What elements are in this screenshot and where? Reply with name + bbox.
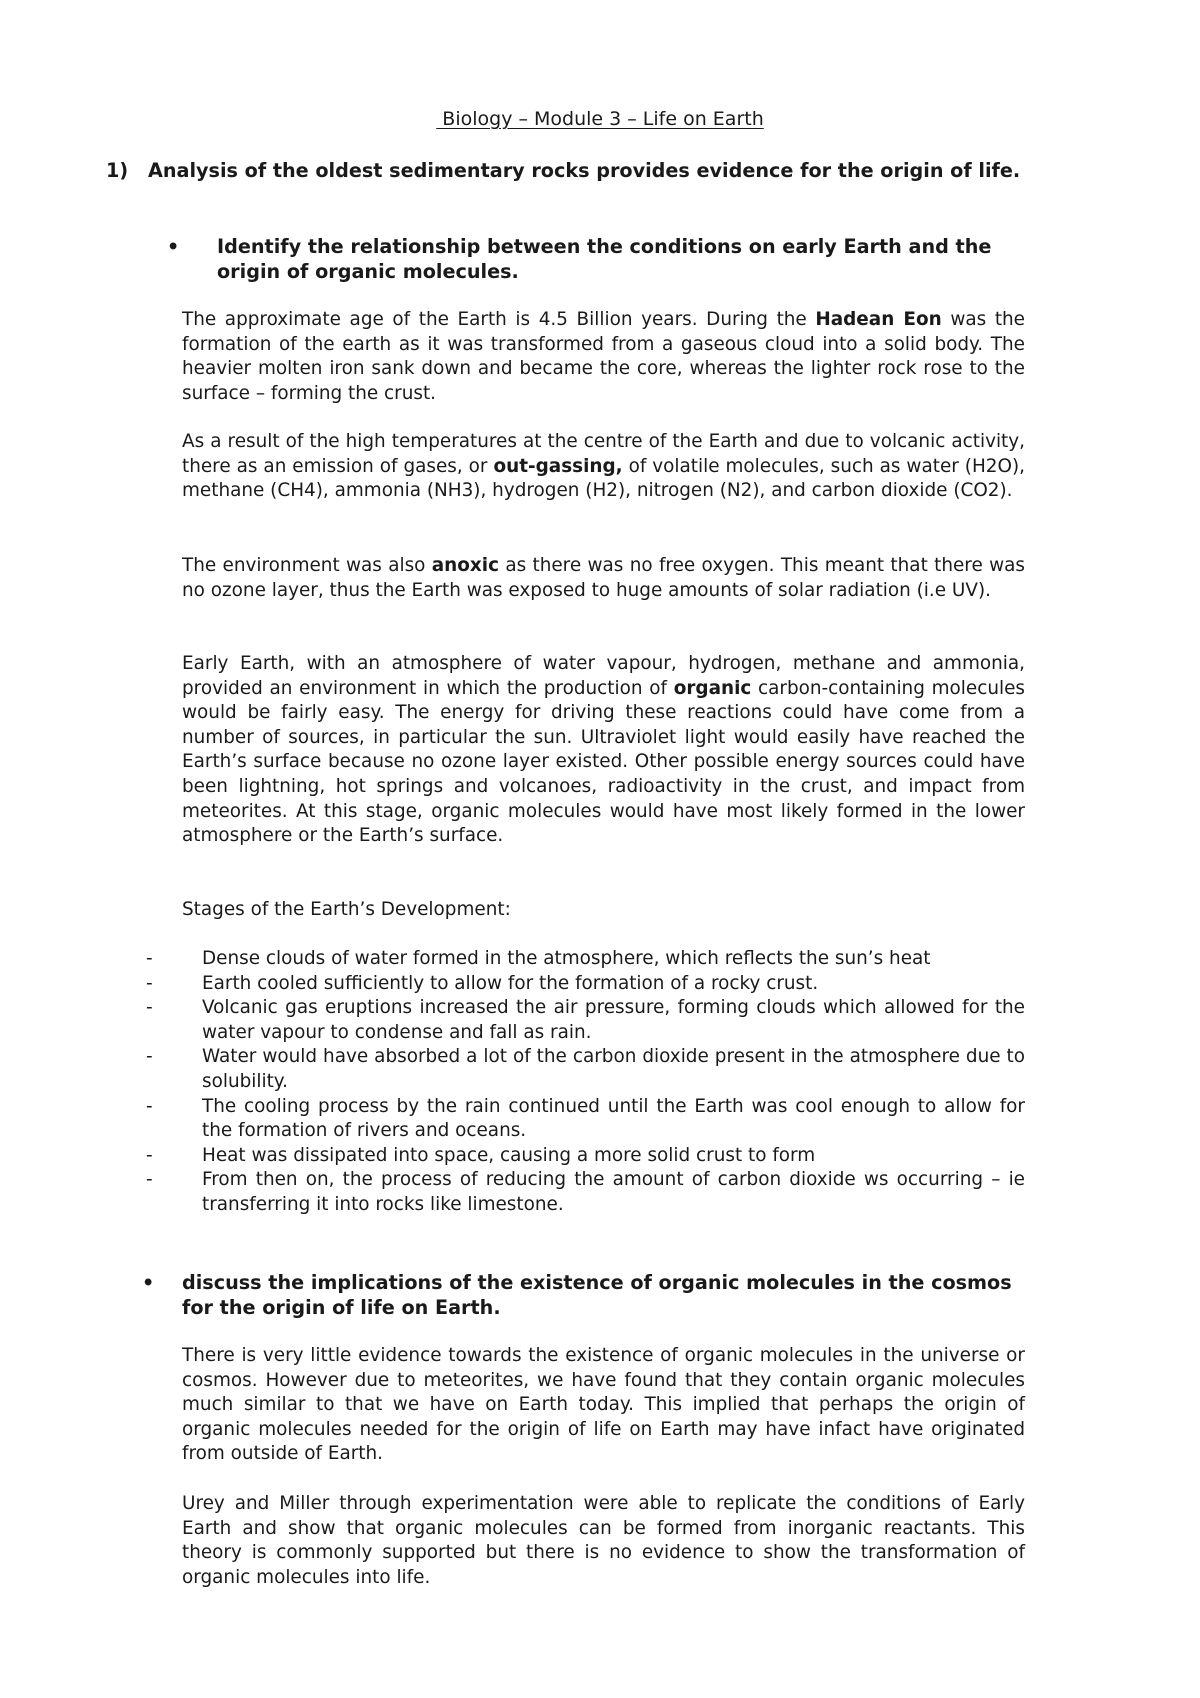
list-item	[146, 1095, 1025, 1144]
list-item-text: Dense clouds of water formed in the atmosphere, which reflects the sun’s heat	[202, 948, 931, 969]
bullet-icon: •	[167, 235, 180, 258]
dash-marker: -	[146, 997, 153, 1019]
section2-heading	[142, 1270, 1027, 1320]
stages-heading: Stages of the Earth’s Development:	[182, 899, 511, 920]
dash-marker: -	[146, 948, 153, 969]
list-item	[146, 1045, 1025, 1094]
list-item	[146, 972, 1025, 997]
section1-heading-text: Identify the relationship between the conditions on early Earth and the origin of organic molecules.	[217, 235, 992, 283]
bullet-icon: •	[142, 1271, 155, 1294]
list-item	[146, 996, 1025, 1045]
section1-paragraph-3	[182, 554, 1025, 603]
section1-paragraph-2	[182, 430, 1025, 504]
document-title: Biology – Module 3 – Life on Earth	[436, 108, 764, 130]
list-item-text: Heat was dissipated into space, causing a more solid crust to form	[202, 1144, 816, 1166]
text-run: As a result of the high temperatures at the centre of the Earth and due to volcanic activity, there as an emission of gases, or	[182, 431, 1025, 477]
section2-paragraph-2: Urey and Miller through experimentation were able to replicate the conditions of Early Earth and show that organic molecules can be formed from inorganic reactants. This theory is commonly supported but there is no evidence to show the transformation of organic molecules into life.	[182, 1493, 1025, 1588]
question-number: 1)	[106, 159, 129, 182]
text-run: The approximate age of the Earth is 4.5 Billion years. During the	[182, 309, 816, 330]
question-text: Analysis of the oldest sedimentary rocks provides evidence for the origin of life.	[148, 159, 1021, 182]
stages-list	[146, 947, 1025, 1218]
list-item-text: Earth cooled sufficiently to allow for the formation of a rocky crust.	[202, 972, 819, 994]
section1-heading	[167, 234, 1027, 284]
dash-marker: -	[146, 972, 153, 994]
list-item-text: Volcanic gas eruptions increased the air pressure, forming clouds which allowed for the water vapour to condense and fall as rain.	[202, 997, 1025, 1043]
list-item-text: Water would have absorbed a lot of the carbon dioxide present in the atmosphere due to solubility.	[202, 1046, 1025, 1092]
bold-term-out-gassing: out-gassing,	[493, 455, 623, 477]
list-item	[146, 1168, 1025, 1217]
list-item	[146, 1144, 1025, 1169]
section1-paragraph-1	[182, 308, 1025, 406]
bold-term-organic: organic	[673, 677, 752, 699]
question-1	[106, 158, 1028, 183]
bold-term-anoxic: anoxic	[431, 555, 499, 576]
dash-marker: -	[146, 1169, 153, 1191]
section1-paragraph-4	[182, 652, 1025, 849]
bold-term-hadean-eon: Hadean Eon	[815, 309, 942, 330]
text-run: Early Earth, with an atmosphere of water vapour, hydrogen, methane and ammonia, provided an environment in which the production of	[182, 653, 1025, 699]
section2-heading-text: discuss the implications of the existence of organic molecules in the cosmos for the origin of life on Earth.	[182, 1271, 1012, 1319]
section2-paragraph-1: There is very little evidence towards the existence of organic molecules in the universe or cosmos. However due to meteorites, we have found that they contain organic molecules much similar to that we have on Earth today. This implied that perhaps the origin of organic molecules needed for the origin of life on Earth may have infact have originated from outside of Earth.	[182, 1345, 1025, 1465]
list-item	[146, 947, 1025, 972]
list-item-text: From then on, the process of reducing the amount of carbon dioxide ws occurring – ie transferring it into rocks like limestone.	[202, 1169, 1025, 1215]
list-item-text: The cooling process by the rain continued until the Earth was cool enough to allow for the formation of rivers and oceans.	[202, 1095, 1025, 1142]
text-run: of volatile molecules, such as water (H2O), methane (CH4), ammonia (NH3), hydrogen (H2), nitrogen (N2), and carbon dioxide (CO2).	[182, 455, 1025, 502]
text-run: as there was no free oxygen. This meant that there was no ozone layer, thus the Earth was exposed to huge amounts of solar radiation (i.e UV).	[182, 555, 1025, 601]
text-run: The environment was also	[182, 555, 432, 576]
dash-marker: -	[146, 1144, 153, 1166]
dash-marker: -	[146, 1046, 153, 1068]
text-run: was the formation of the earth as it was transformed from a gaseous cloud into a solid body. The heavier molten iron sank down and became the core, whereas the lighter rock rose to the surface – forming the crust.	[182, 309, 1025, 404]
text-run: carbon-containing molecules would be fairly easy. The energy for driving these reactions could have come from a number of sources, in particular the sun. Ultraviolet light would easily have reached the Earth’s surface because no ozone layer existed. Other possible energy sources could have been lightning, hot springs and volcanoes, radioactivity in the crust, and impact from meteorites. At this stage, organic molecules would have most likely formed in the lower atmosphere or the Earth’s surface.	[182, 677, 1025, 847]
dash-marker: -	[146, 1095, 153, 1117]
